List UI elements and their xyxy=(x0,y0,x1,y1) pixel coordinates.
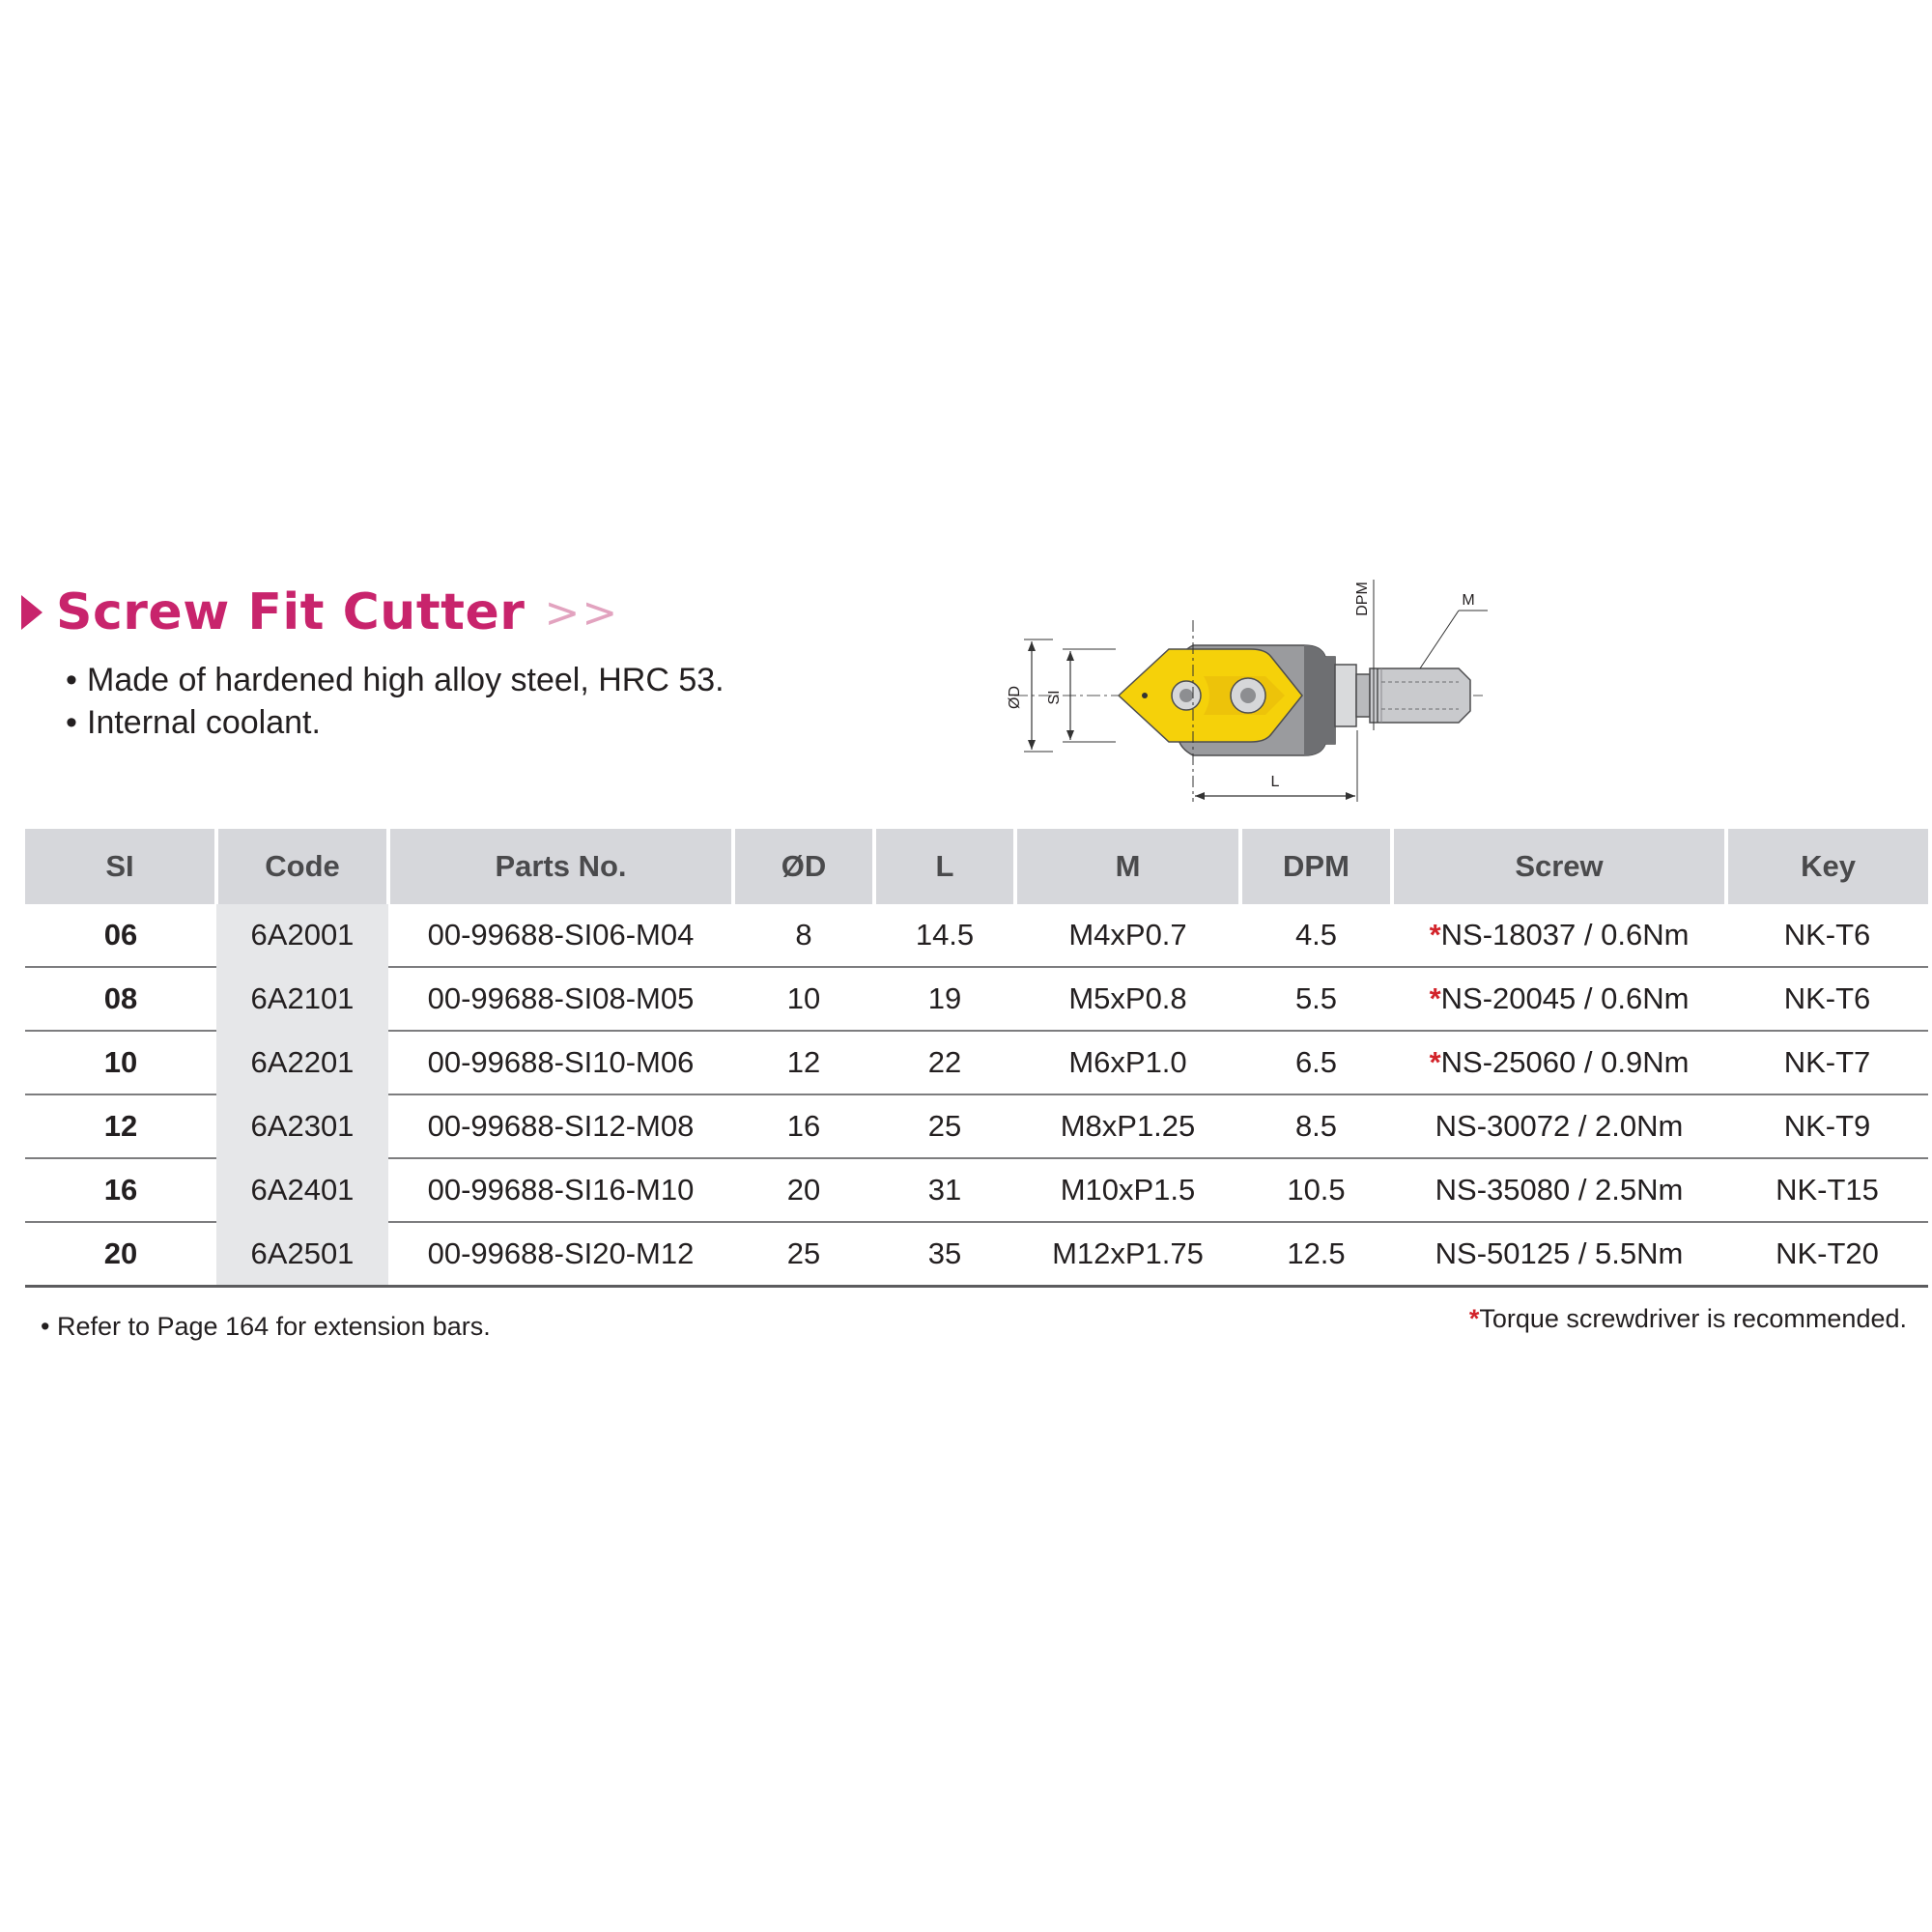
cell-screw xyxy=(1392,1094,1726,1158)
cell-key: NK-T6 xyxy=(1726,967,1928,1031)
cell-parts-no: 00-99688-SI16-M10 xyxy=(388,1158,733,1222)
cell-screw xyxy=(1392,967,1726,1031)
cell-screw xyxy=(1392,1158,1726,1222)
cell-screw xyxy=(1392,1031,1726,1094)
cell-code: 6A2301 xyxy=(216,1094,388,1158)
torque-note xyxy=(1469,1304,1907,1334)
column-header-l: L xyxy=(874,829,1015,904)
cell-code: 6A2001 xyxy=(216,904,388,967)
cell-dpm: 6.5 xyxy=(1240,1031,1392,1094)
cell-code: 6A2501 xyxy=(216,1222,388,1287)
screw-text: NS-18037 / 0.6Nm xyxy=(1440,918,1690,952)
cell-od: 20 xyxy=(733,1158,874,1222)
body-shading xyxy=(1304,645,1335,755)
cell-od: 8 xyxy=(733,904,874,967)
screw-text: NS-50125 / 5.5Nm xyxy=(1435,1236,1684,1270)
column-header-dpm: DPM xyxy=(1240,829,1392,904)
column-header-si: SI xyxy=(25,829,216,904)
column-header-parts-no: Parts No. xyxy=(388,829,733,904)
torque-asterisk: * xyxy=(1429,981,1441,1015)
cell-dpm: 10.5 xyxy=(1240,1158,1392,1222)
cell-key: NK-T6 xyxy=(1726,904,1928,967)
cell-od: 10 xyxy=(733,967,874,1031)
si-label: SI xyxy=(1046,690,1063,705)
cell-od: 12 xyxy=(733,1031,874,1094)
dpm-label: DPM xyxy=(1354,582,1371,616)
feature-item xyxy=(66,701,724,744)
screw-text: NS-25060 / 0.9Nm xyxy=(1440,1045,1690,1079)
cell-l: 14.5 xyxy=(874,904,1015,967)
cell-code: 6A2201 xyxy=(216,1031,388,1094)
cell-l: 22 xyxy=(874,1031,1015,1094)
cell-parts-no: 00-99688-SI12-M08 xyxy=(388,1094,733,1158)
bullet-icon: • xyxy=(66,704,77,741)
cell-l: 19 xyxy=(874,967,1015,1031)
cell-key: NK-T15 xyxy=(1726,1158,1928,1222)
cell-screw xyxy=(1392,904,1726,967)
od-label: ØD xyxy=(1007,686,1023,709)
cell-si: 08 xyxy=(25,967,216,1031)
bullet-icon: • xyxy=(66,662,77,698)
table-row xyxy=(25,967,1928,1031)
feature-text: Made of hardened high alloy steel, HRC 53. xyxy=(87,662,724,698)
screw-text: NS-30072 / 2.0Nm xyxy=(1435,1109,1684,1143)
cell-dpm: 12.5 xyxy=(1240,1222,1392,1287)
title-arrows: >> xyxy=(544,587,620,638)
cell-dpm: 5.5 xyxy=(1240,967,1392,1031)
l-label: L xyxy=(1270,774,1280,790)
cell-key: NK-T9 xyxy=(1726,1094,1928,1158)
cell-code: 6A2101 xyxy=(216,967,388,1031)
screw-text: NS-20045 / 0.6Nm xyxy=(1440,981,1690,1015)
cell-key: NK-T20 xyxy=(1726,1222,1928,1287)
column-header-code: Code xyxy=(216,829,388,904)
table-row xyxy=(25,1222,1928,1287)
title-marker-icon xyxy=(21,595,43,630)
screw-text: NS-35080 / 2.5Nm xyxy=(1435,1173,1684,1207)
column-header-screw: Screw xyxy=(1392,829,1726,904)
cell-parts-no: 00-99688-SI06-M04 xyxy=(388,904,733,967)
extension-bar-note xyxy=(41,1312,491,1342)
table-row xyxy=(25,1094,1928,1158)
cell-parts-no: 00-99688-SI20-M12 xyxy=(388,1222,733,1287)
cell-od: 25 xyxy=(733,1222,874,1287)
column-header-od: ØD xyxy=(733,829,874,904)
torque-asterisk: * xyxy=(1429,1045,1441,1079)
torque-asterisk: * xyxy=(1429,918,1441,952)
cell-dpm: 8.5 xyxy=(1240,1094,1392,1158)
cell-parts-no: 00-99688-SI08-M05 xyxy=(388,967,733,1031)
torque-asterisk: * xyxy=(1468,1304,1480,1333)
column-header-m: M xyxy=(1015,829,1240,904)
cell-parts-no: 00-99688-SI10-M06 xyxy=(388,1031,733,1094)
feature-text: Internal coolant. xyxy=(87,704,321,741)
note-text: Torque screwdriver is recommended. xyxy=(1479,1304,1907,1333)
table-row xyxy=(25,1031,1928,1094)
cell-key: NK-T7 xyxy=(1726,1031,1928,1094)
m-leader-line xyxy=(1420,611,1459,668)
cell-m: M5xP0.8 xyxy=(1015,967,1240,1031)
shank-neck xyxy=(1356,674,1370,717)
m-label: M xyxy=(1462,592,1475,609)
cell-od: 16 xyxy=(733,1094,874,1158)
cell-m: M8xP1.25 xyxy=(1015,1094,1240,1158)
cell-l: 25 xyxy=(874,1094,1015,1158)
cell-m: M12xP1.75 xyxy=(1015,1222,1240,1287)
feature-item xyxy=(66,659,724,701)
shank-collar xyxy=(1335,665,1356,726)
cell-l: 35 xyxy=(874,1222,1015,1287)
spec-table xyxy=(25,829,1928,1288)
cell-si: 12 xyxy=(25,1094,216,1158)
cell-screw xyxy=(1392,1222,1726,1287)
cell-m: M4xP0.7 xyxy=(1015,904,1240,967)
note-text: Refer to Page 164 for extension bars. xyxy=(56,1312,491,1341)
cell-l: 31 xyxy=(874,1158,1015,1222)
cell-m: M6xP1.0 xyxy=(1015,1031,1240,1094)
table-row xyxy=(25,904,1928,967)
cell-si: 16 xyxy=(25,1158,216,1222)
cell-m: M10xP1.5 xyxy=(1015,1158,1240,1222)
bullet-icon: • xyxy=(41,1312,50,1341)
section-header xyxy=(21,583,619,641)
cell-si: 06 xyxy=(25,904,216,967)
feature-list xyxy=(66,659,724,744)
table-row xyxy=(25,1158,1928,1222)
page-title: Screw Fit Cutter xyxy=(56,583,526,641)
cell-si: 10 xyxy=(25,1031,216,1094)
column-header-key: Key xyxy=(1726,829,1928,904)
table-header-row xyxy=(25,829,1928,904)
cell-si: 20 xyxy=(25,1222,216,1287)
cutter-diagram xyxy=(976,560,1517,811)
shank-thread xyxy=(1370,668,1470,723)
cell-code: 6A2401 xyxy=(216,1158,388,1222)
cell-dpm: 4.5 xyxy=(1240,904,1392,967)
